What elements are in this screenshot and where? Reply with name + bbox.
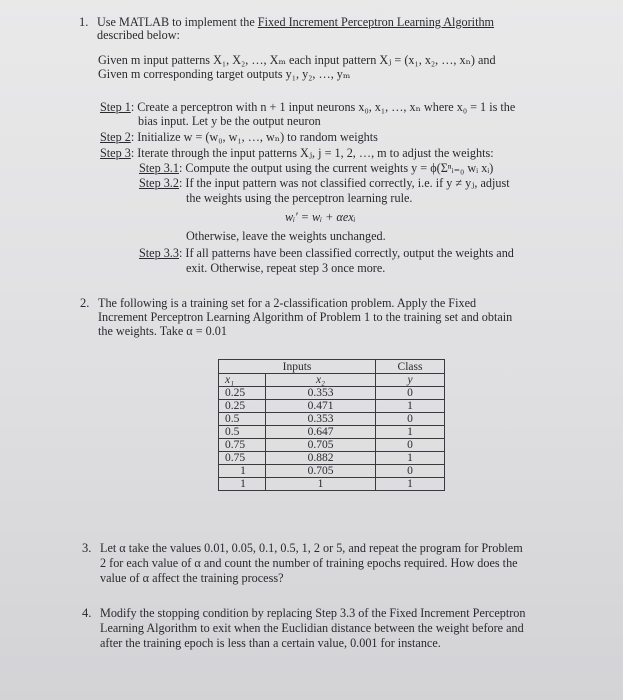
table-row xyxy=(219,413,445,426)
cell-x2: 0.882 xyxy=(266,452,376,465)
step-3-2-label: Step 3.2 xyxy=(139,176,179,190)
step-1-text: : Create a perceptron with n + 1 input neurons x₀, x₁, …, xₙ where x₀ = 1 is the xyxy=(130,100,516,114)
cell-y: 0 xyxy=(376,413,445,426)
problem-4-number: 4. xyxy=(82,606,92,620)
cell-y: 1 xyxy=(376,478,445,491)
table-row xyxy=(219,465,445,478)
cell-x2: 0.705 xyxy=(266,465,376,478)
given-targets-line: Given m corresponding target outputs y₁, y₂, …, yₘ xyxy=(98,67,351,81)
step-2-text: : Initialize w = (w₀, w₁, …, wₙ) to random weights xyxy=(130,130,378,144)
otherwise-line: Otherwise, leave the weights unchanged. xyxy=(186,229,386,243)
problem-1-intro-text: Use MATLAB to implement the xyxy=(97,15,255,29)
step-3-3 xyxy=(139,247,514,260)
cell-x1: 0.75 xyxy=(219,439,266,452)
problem-4-line1: Modify the stopping condition by replacing Step 3.3 of the Fixed Increment Perceptron xyxy=(100,606,526,620)
step-3-2-text: : If the input pattern was not classified correctly, i.e. if y ≠ yⱼ, adjust xyxy=(178,176,510,190)
problem-2-line2: Increment Perceptron Learning Algorithm of Problem 1 to the training set and obtain xyxy=(98,310,513,324)
problem-3-line2: 2 for each value of α and count the number of training epochs required. How does the xyxy=(100,556,518,570)
cell-x2: 0.471 xyxy=(266,400,376,413)
cell-x2: 0.705 xyxy=(266,439,376,452)
col-x1-header: x₁ xyxy=(219,374,266,387)
col-x2-header: x₂ xyxy=(266,374,376,387)
step-1-label: Step 1 xyxy=(100,100,131,114)
cell-y: 0 xyxy=(376,465,445,478)
cell-x1: 1 xyxy=(219,465,266,478)
step-3-2 xyxy=(139,177,510,190)
cell-y: 1 xyxy=(376,452,445,465)
cell-x1: 0.5 xyxy=(219,426,266,439)
algorithm-name-link: Fixed Increment Perceptron Learning Algorithm xyxy=(257,15,495,29)
table-row xyxy=(219,426,445,439)
inputs-group-header: Inputs xyxy=(219,360,376,374)
cell-x2: 1 xyxy=(266,478,376,491)
cell-y: 0 xyxy=(376,439,445,452)
step-3-3-text: : If all patterns have been classified correctly, output the weights and xyxy=(178,246,514,260)
step-3-1 xyxy=(139,162,493,175)
table-row xyxy=(219,452,445,465)
problem-4-line2: Learning Algorithm to exit when the Euclidian distance between the weight before and xyxy=(100,621,524,635)
cell-x1: 0.75 xyxy=(219,452,266,465)
table-row xyxy=(219,387,445,400)
step-2 xyxy=(100,131,378,144)
given-patterns-line: Given m input patterns X₁, X₂, …, Xₘ each input pattern Xⱼ = (x₁, x₂, …, xₙ) and xyxy=(98,53,496,67)
cell-x2: 0.353 xyxy=(266,387,376,400)
step-3 xyxy=(100,147,494,160)
step-3-3-continued: exit. Otherwise, repeat step 3 once more. xyxy=(186,261,386,275)
table-column-header-row xyxy=(219,374,445,387)
problem-3-line1: Let α take the values 0.01, 0.05, 0.1, 0.5, 1, 2 or 5, and repeat the program for Problem xyxy=(100,541,523,555)
step-1 xyxy=(100,101,515,114)
table-row xyxy=(219,400,445,413)
step-1-continued: bias input. Let y be the output neuron xyxy=(138,114,321,128)
problem-4-line3: after the training epoch is less than a certain value, 0.001 for instance. xyxy=(100,636,441,650)
cell-x2: 0.647 xyxy=(266,426,376,439)
cell-x1: 1 xyxy=(219,478,266,491)
step-3-3-label: Step 3.3 xyxy=(139,246,179,260)
step-3-text: : Iterate through the input patterns Xⱼ, j = 1, 2, …, m to adjust the weights: xyxy=(130,146,494,160)
perceptron-learning-rule: wᵢ′ = wᵢ + αexᵢ xyxy=(285,210,356,224)
problem-2-line3: the weights. Take α = 0.01 xyxy=(98,324,227,338)
table-row xyxy=(219,478,445,491)
cell-y: 1 xyxy=(376,426,445,439)
problem-3-number: 3. xyxy=(82,541,92,555)
step-3-2-continued: the weights using the perceptron learning rule. xyxy=(186,191,413,205)
cell-x1: 0.25 xyxy=(219,387,266,400)
cell-x2: 0.353 xyxy=(266,413,376,426)
problem-1-number: 1. xyxy=(79,15,89,29)
cell-y: 1 xyxy=(376,400,445,413)
problem-1-intro-line2: described below: xyxy=(97,28,180,42)
problem-2-number: 2. xyxy=(80,296,90,310)
table-group-header-row xyxy=(219,360,445,374)
step-3-label: Step 3 xyxy=(100,146,131,160)
table-row xyxy=(219,439,445,452)
cell-x1: 0.25 xyxy=(219,400,266,413)
problem-2-line1: The following is a training set for a 2-classification problem. Apply the Fixed xyxy=(98,296,477,310)
cell-x1: 0.5 xyxy=(219,413,266,426)
step-3-1-label: Step 3.1 xyxy=(139,161,179,175)
problem-3-line3: value of α affect the training process? xyxy=(100,571,284,585)
step-2-label: Step 2 xyxy=(100,130,131,144)
cell-y: 0 xyxy=(376,387,445,400)
col-y-header: y xyxy=(376,374,445,387)
class-group-header: Class xyxy=(376,360,445,374)
training-set-table xyxy=(218,359,445,491)
step-3-1-text: : Compute the output using the current weights y = ϕ(Σⁿᵢ₌₀ wᵢ xᵢ) xyxy=(178,161,494,175)
